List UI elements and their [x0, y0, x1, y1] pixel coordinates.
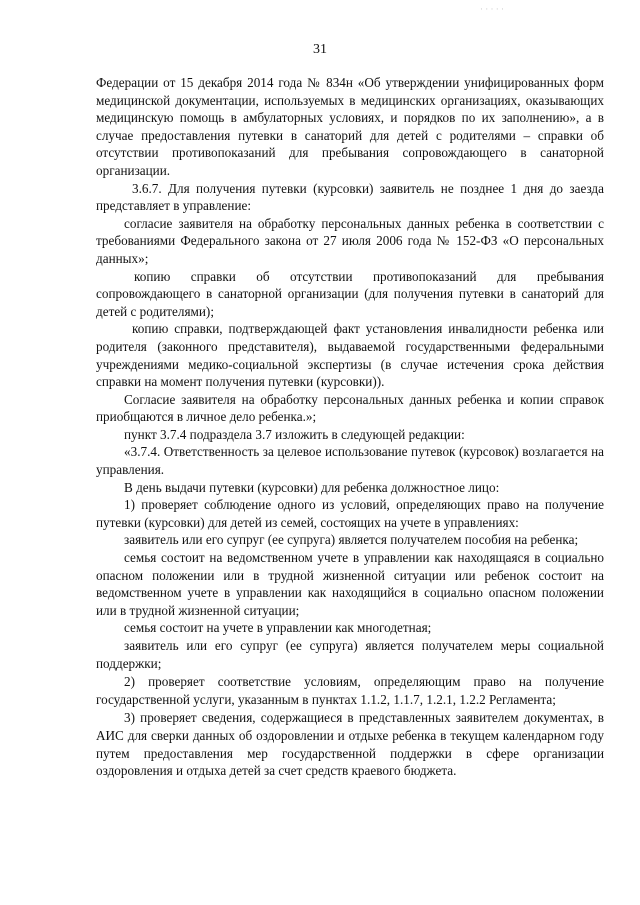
- scan-noise: · · · · ·: [480, 4, 504, 14]
- paragraph-item-3-7-4: пункт 3.7.4 подраздела 3.7 изложить в следующей редакции:: [124, 426, 465, 442]
- paragraph-check-2: 2) проверяет соответствие условиям, определяющим право на получение государственной услуги, указанным в пунктах 1.1.2, 1.1.7, 1.2.1, 1.2.2 Регламента;: [96, 674, 604, 707]
- paragraph-consent: согласие заявителя на обработку персональных данных ребенка в соответствии с требованиями Федерального закона от 27 июля 2006 года № 152-ФЗ «О персональных данных»;: [96, 215, 604, 266]
- paragraph-disability-copy: копию справки, подтверждающей факт установления инвалидности ребенка или родителя (законного представителя), выдаваемой государственными федеральными учреждениями медико-социальной экспертизы (в случае истечения срока действия справки на момент получения путевки (курсовки)).: [96, 321, 604, 390]
- paragraph-continuation: Федерации от 15 декабря 2014 года № 834н «Об утверждении унифицированных форм медицинской документации, используемых в медицинских организациях, оказывающих медицинскую помощь в амбулаторных условиях, и порядков по их заполнению», а в случае предоставления путевки в санаторий для детей с родителями – справки об отсутствии противопоказаний для пребывания сопровождающего в санаторной организации.: [96, 75, 604, 178]
- paragraph-check-3: 3) проверяет сведения, содержащиеся в представленных заявителем документах, в АИС для сверки данных об оздоровлении и отдыхе ребенка в текущем календарном году путем предоставления мер государственной поддержки в сфере организации оздоровления и отдыха детей за счет средств краевого бюджета.: [96, 710, 604, 779]
- paragraph-allowance: заявитель или его супруг (ее супруга) является получателем пособия на ребенка;: [124, 532, 579, 548]
- paragraph-issue-day: В день выдачи путевки (курсовки) для ребенка должностное лицо:: [124, 479, 500, 495]
- paragraph-check-1: 1) проверяет соблюдение одного из условий, определяющих право на получение путевки (курсовки) для детей из семей, состоящих на учете в управлениях:: [96, 497, 604, 530]
- paragraph-social-support: заявитель или его супруг (ее супруга) является получателем меры социальной поддержки;: [96, 638, 604, 671]
- paragraph-3-6-7: 3.6.7. Для получения путевки (курсовки) заявитель не позднее 1 дня до заезда представляет в управление:: [96, 180, 604, 214]
- paragraph-consent-personal-file: Согласие заявителя на обработку персональных данных ребенка и копии справок приобщаются в личное дело ребенка.»;: [96, 391, 604, 425]
- document-body: [96, 74, 604, 780]
- paragraph-contraindications-copy: копию справки об отсутствии противопоказаний для пребывания сопровождающего в санаторной организации (для получения путевки в санаторий для детей с родителями);: [96, 268, 604, 319]
- paragraph-large-family: семья состоит на учете в управлении как многодетная;: [124, 620, 432, 636]
- paragraph-3-7-4-responsibility: «3.7.4. Ответственность за целевое использование путевок (курсовок) возлагается на управления.: [96, 444, 604, 478]
- paragraph-social-danger: семья состоит на ведомственном учете в управлении как находящаяся в социально опасном положении или в трудной жизненной ситуации или ребенок состоит на ведомственном учете в управлении как находящийся в социально опасном положении или в трудной жизненной ситуации;: [96, 550, 604, 618]
- page-number: 31: [313, 42, 327, 57]
